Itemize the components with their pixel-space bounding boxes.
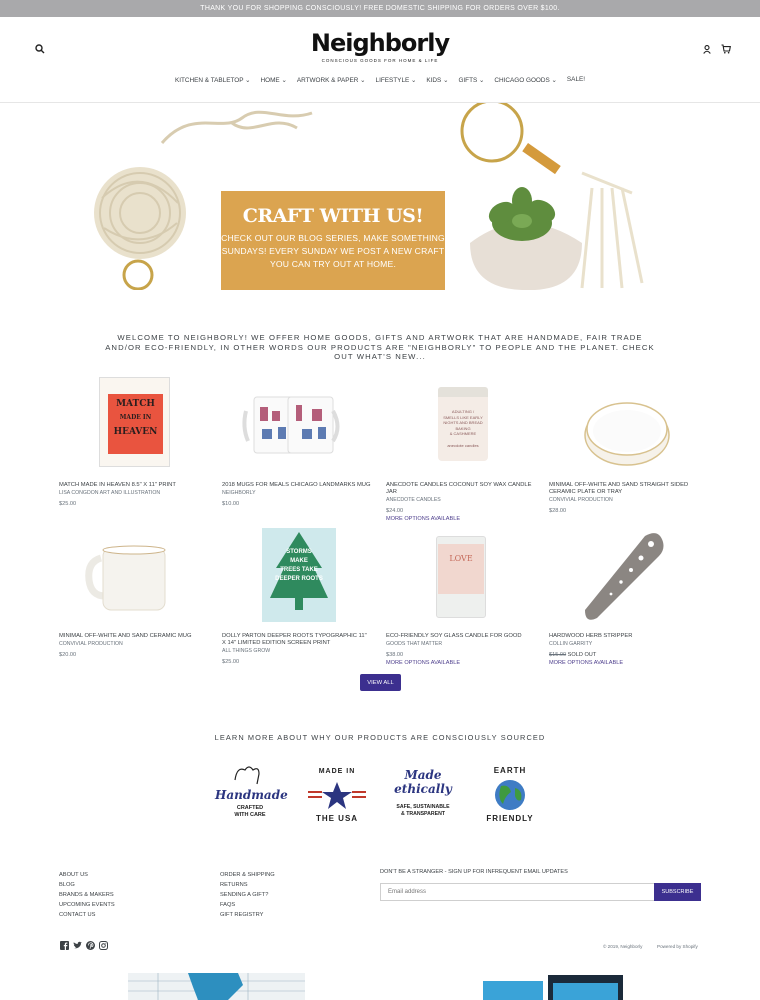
facebook-icon[interactable] bbox=[60, 941, 69, 950]
made-in-usa-badge[interactable] bbox=[302, 762, 372, 828]
product-image[interactable] bbox=[386, 377, 536, 477]
footer-link-blog[interactable]: BLOG bbox=[59, 882, 75, 889]
product-title[interactable]: 2018 MUGS FOR MEALS CHICAGO LANDMARKS MUG bbox=[222, 482, 371, 488]
product-title[interactable]: ECO-FRIENDLY SOY GLASS CANDLE FOR GOOD bbox=[386, 633, 522, 639]
footer-link-events[interactable]: UPCOMING EVENTS bbox=[59, 902, 115, 909]
more-options-link[interactable]: MORE OPTIONS AVAILABLE bbox=[386, 516, 461, 522]
product-card[interactable] bbox=[386, 377, 536, 522]
more-options-link[interactable]: MORE OPTIONS AVAILABLE bbox=[549, 660, 624, 666]
announcement-text: THANK YOU FOR SHOPPING CONSCIOUSLY! FREE DOMESTIC SHIPPING FOR ORDERS OVER $100. bbox=[200, 5, 560, 12]
instagram-photo[interactable] bbox=[453, 973, 633, 1000]
product-price-row bbox=[549, 652, 699, 658]
product-vendor: NEIGHBORLY bbox=[222, 490, 256, 496]
product-title[interactable]: MINIMAL OFF-WHITE AND SAND CERAMIC MUG bbox=[59, 633, 192, 639]
footer-link-brands[interactable]: BRANDS & MAKERS bbox=[59, 892, 114, 899]
cart-icon[interactable] bbox=[719, 42, 733, 56]
logo-wordmark: Neighborly bbox=[310, 29, 450, 57]
product-vendor: GOODS THAT MATTER bbox=[386, 641, 443, 647]
footer-link-contact[interactable]: CONTACT US bbox=[59, 912, 96, 919]
powered-by[interactable]: Powered by Shopify bbox=[657, 944, 698, 949]
map-photo bbox=[128, 973, 305, 1000]
hero-banner[interactable] bbox=[82, 103, 678, 290]
user-icon[interactable] bbox=[700, 42, 714, 56]
footer-link-gift[interactable]: SENDING A GIFT? bbox=[220, 892, 269, 899]
product-image[interactable] bbox=[222, 377, 372, 477]
sourcing-heading: LEARN MORE ABOUT WHY OUR PRODUCTS ARE CONSCIOUSLY SOURCED bbox=[214, 733, 546, 742]
tree-text: MAKE bbox=[290, 558, 308, 564]
instagram-photo[interactable] bbox=[128, 973, 305, 1000]
product-price: $28.00 bbox=[549, 508, 567, 514]
earth-friendly-badge[interactable] bbox=[475, 762, 545, 828]
product-vendor: COLLIN GARRITY bbox=[549, 641, 593, 647]
nav-kids[interactable]: KIDS ⌄ bbox=[426, 77, 449, 84]
product-vendor: ALL THINGS GROW bbox=[222, 648, 271, 654]
ethical-sub: SAFE, SUSTAINABLE bbox=[396, 804, 450, 810]
logo-tagline: CONSCIOUS GOODS FOR HOME & LIFE bbox=[321, 58, 439, 63]
ceramic-mug-illustration bbox=[59, 528, 209, 628]
product-price: $24.00 bbox=[386, 508, 404, 514]
footer-link-about[interactable]: ABOUT US bbox=[59, 872, 88, 878]
nav-artwork-paper[interactable]: ARTWORK & PAPER ⌄ bbox=[296, 77, 366, 84]
product-title[interactable]: DOLLY PARTON DEEPER ROOTS TYPOGRAPHIC 11" X 14" LIMITED EDITION SCREEN PRINT bbox=[222, 633, 367, 646]
product-card[interactable] bbox=[386, 528, 536, 666]
print-line: MATCH bbox=[116, 399, 155, 409]
newsletter-heading: DON'T BE A STRANGER - SIGN UP FOR INFREQUENT EMAIL UPDATES bbox=[380, 869, 568, 875]
social-links bbox=[60, 941, 108, 950]
product-vendor: CONVIVIAL PRODUCTION bbox=[549, 497, 613, 503]
product-vendor: CONVIVIAL PRODUCTION bbox=[59, 641, 123, 647]
hero-body: CHECK OUT OUR BLOG SERIES, MAKE SOMETHING SUNDAYS! EVERY SUNDAY WE POST A NEW CRAFT YOU CAN TRY OUT AT HOME. bbox=[221, 233, 445, 269]
product-card[interactable] bbox=[549, 377, 699, 514]
footer-links-col2 bbox=[220, 870, 275, 920]
nav-kitchen-tabletop[interactable]: KITCHEN & TABLETOP ⌄ bbox=[174, 77, 251, 84]
nav-gifts[interactable]: GIFTS ⌄ bbox=[458, 77, 485, 84]
pinterest-icon[interactable] bbox=[86, 941, 95, 950]
nav-chicago-goods[interactable]: CHICAGO GOODS ⌄ bbox=[494, 77, 557, 84]
announcement-bar bbox=[0, 0, 760, 17]
tree-text: DEEPER ROOTS bbox=[275, 576, 323, 582]
instagram-icon[interactable] bbox=[99, 941, 108, 950]
product-card[interactable] bbox=[222, 528, 372, 665]
product-price: $20.00 bbox=[59, 652, 77, 658]
product-price: $25.00 bbox=[222, 659, 240, 665]
product-vendor: ANECDOTE CANDLES bbox=[386, 497, 441, 503]
plate-illustration bbox=[549, 377, 699, 477]
nav-home[interactable]: HOME ⌄ bbox=[260, 77, 287, 84]
ethical-line1: Made bbox=[404, 768, 442, 782]
copyright[interactable]: © 2019, Neighborly bbox=[603, 944, 643, 949]
candle-love-label: LOVE bbox=[438, 544, 484, 594]
product-title[interactable]: MINIMAL OFF-WHITE AND SAND STRAIGHT SIDED CERAMIC PLATE OR TRAY bbox=[549, 482, 689, 495]
usa-top-text: MADE IN bbox=[318, 768, 356, 775]
product-price: $10.00 bbox=[222, 501, 240, 507]
product-vendor: LISA CONGDON ART AND ILLUSTRATION bbox=[59, 490, 161, 496]
candle-label: anecdote candles bbox=[447, 442, 479, 448]
product-image[interactable] bbox=[549, 377, 699, 477]
product-card[interactable] bbox=[222, 377, 372, 507]
promo-box bbox=[221, 191, 445, 290]
footer-link-returns[interactable]: RETURNS bbox=[220, 882, 248, 889]
footer-link-faqs[interactable]: FAQS bbox=[220, 902, 236, 909]
candle-label: ADULTING / bbox=[451, 409, 475, 414]
view-all-button[interactable]: VIEW ALL bbox=[360, 674, 401, 691]
herb-stripper-illustration bbox=[549, 528, 699, 628]
product-price: $15.00 bbox=[549, 652, 567, 658]
nav-sale[interactable]: SALE! bbox=[566, 76, 586, 83]
candle-label: SMELLS LIKE EARLY bbox=[443, 414, 483, 420]
candle-label: BAKING bbox=[455, 425, 471, 431]
product-title[interactable]: MATCH MADE IN HEAVEN 8.5" X 11" PRINT bbox=[59, 482, 176, 488]
earth-top-text: EARTH bbox=[493, 766, 527, 775]
candles-photo bbox=[453, 973, 633, 1000]
footer-link-registry[interactable]: GIFT REGISTRY bbox=[220, 912, 264, 919]
product-title[interactable]: ANECDOTE CANDLES COCONUT SOY WAX CANDLE JAR bbox=[386, 482, 532, 495]
tree-text: STORMS bbox=[286, 549, 312, 555]
twitter-icon[interactable] bbox=[73, 941, 82, 950]
product-image[interactable] bbox=[59, 377, 209, 477]
handmade-sub: WITH CARE bbox=[234, 812, 266, 818]
earth-bottom-text: FRIENDLY bbox=[486, 814, 534, 823]
mug-illustration bbox=[222, 377, 372, 477]
handmade-sub: CRAFTED bbox=[236, 805, 264, 811]
candle-label: & CASHMERE bbox=[449, 431, 477, 436]
site-logo[interactable] bbox=[0, 29, 760, 63]
ethical-sub: & TRANSPARENT bbox=[401, 811, 445, 817]
tree-text: TREES TAKE bbox=[280, 567, 318, 573]
product-card[interactable] bbox=[59, 377, 209, 507]
handmade-badge[interactable] bbox=[215, 762, 288, 828]
product-image[interactable] bbox=[549, 528, 699, 628]
subscribe-button[interactable]: SUBSCRIBE bbox=[654, 883, 701, 901]
hero-heading: CRAFT WITH US! bbox=[242, 205, 424, 227]
footer-link-shipping[interactable]: ORDER & SHIPPING bbox=[220, 872, 275, 878]
intro-text: WELCOME TO NEIGHBORLY! WE OFFER HOME GOODS, GIFTS AND ARTWORK THAT ARE HANDMADE, FAIR TRADE AND/OR ECO-FRIENDLY, IN OTHER WORDS OUR PRODUCTS ARE "NEIGHBORLY" TO PEOPLE AND THE PLANET. CHECK OUT WHAT'S NEW... bbox=[105, 333, 655, 361]
ethical-line2: ethically bbox=[394, 782, 452, 796]
product-image[interactable] bbox=[59, 528, 209, 628]
nav-lifestyle[interactable]: LIFESTYLE ⌄ bbox=[375, 77, 417, 84]
made-ethically-badge[interactable] bbox=[388, 762, 458, 828]
candle-label: NIGHTS AND BREAD bbox=[443, 420, 483, 425]
product-price: $38.00 bbox=[386, 652, 404, 658]
usa-bottom-text: THE USA bbox=[315, 814, 359, 823]
product-price: $25.00 bbox=[59, 501, 77, 507]
print-line: MADE IN bbox=[119, 414, 152, 421]
email-field[interactable]: Email address bbox=[380, 883, 655, 901]
site-header bbox=[0, 17, 760, 103]
product-card[interactable] bbox=[59, 528, 209, 658]
sold-out-badge: SOLD OUT bbox=[567, 652, 597, 658]
print-line: HEAVEN bbox=[113, 427, 158, 437]
handmade-title: Handmade bbox=[215, 788, 288, 802]
product-image[interactable] bbox=[222, 528, 372, 628]
product-image[interactable] bbox=[386, 528, 536, 628]
more-options-link[interactable]: MORE OPTIONS AVAILABLE bbox=[386, 660, 461, 666]
product-card[interactable] bbox=[549, 528, 699, 666]
footer-links-col1 bbox=[59, 870, 115, 920]
product-title[interactable]: HARDWOOD HERB STRIPPER bbox=[549, 633, 633, 639]
main-nav bbox=[0, 76, 760, 84]
